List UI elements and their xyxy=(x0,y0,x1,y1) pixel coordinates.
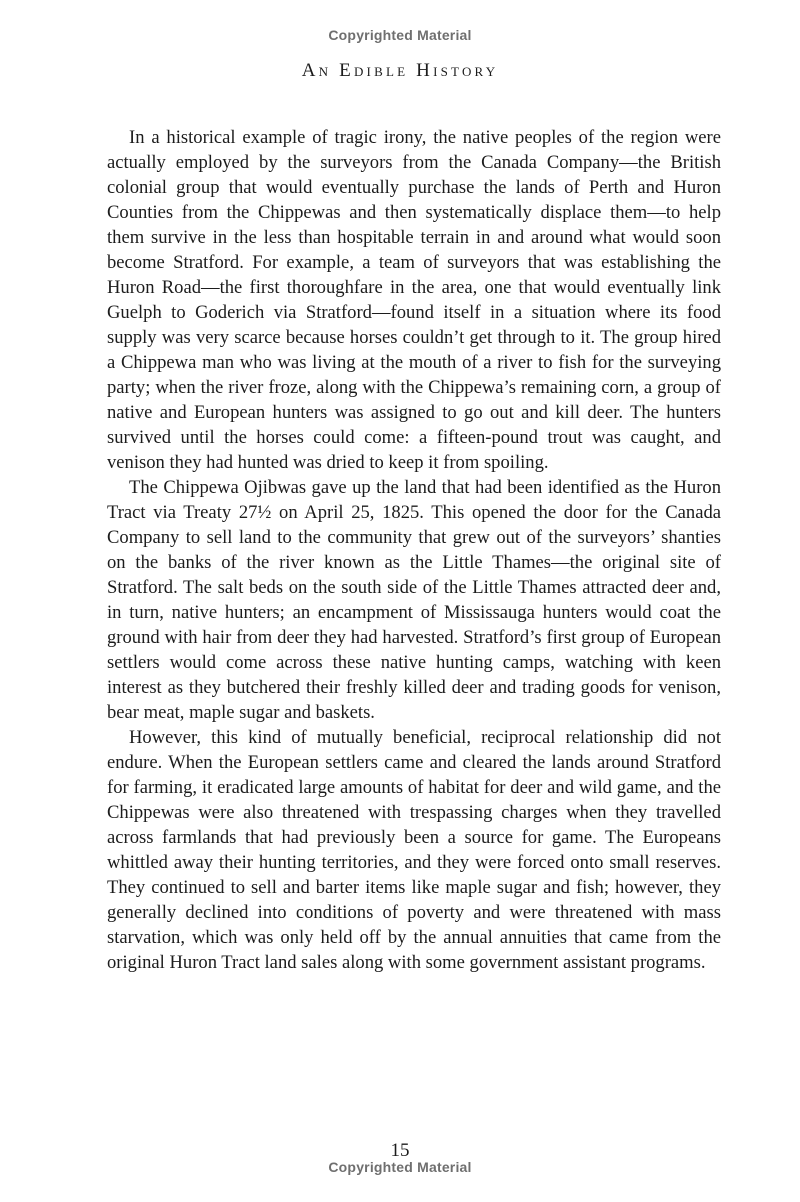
paragraph-1: In a historical example of tragic irony, the native peoples of the region were actually employed by the surveyors from the Canada Company—the British colonial group that would eventually purchase the lands of Perth and Huron Counties from the Chippewas and then systematically displace them—to help them survive in the less than hospitable terrain in and around what would soon become Stratford. For example, a team of surveyors that was establishing the Huron Road—the first thoroughfare in the area, one that would eventually link Guelph to Goderich via Stratford—found itself in a situation where its food supply was very scarce because horses couldn’t get through to it. The group hired a Chippewa man who was living at the mouth of a river to fish for the surveying party; when the river froze, along with the Chippewa’s remaining corn, a group of native and European hunters was assigned to go out and kill deer. The hunters survived until the horses could come: a fifteen-pound trout was caught, and venison they had hunted was dried to keep it from spoiling. xyxy=(107,127,721,473)
paragraph-2: The Chippewa Ojibwas gave up the land that had been identified as the Huron Tract via Treaty 27½ on April 25, 1825. This opened the door for the Canada Company to sell land to the community that grew out of the surveyors’ shanties on the banks of the river known as the Little Thames—the original site of Stratford. The salt beds on the south side of the Little Thames attracted deer and, in turn, native hunters; an encampment of Mississauga hunters would coat the ground with hair from deer they had harvested. Stratford’s first group of European settlers would come across these native hunting camps, watching with keen interest as they butchered their freshly killed deer and trading goods for venison, bear meat, maple sugar and baskets. xyxy=(107,477,721,723)
paragraph-3: However, this kind of mutually beneficial, reciprocal relationship did not endure. When the European settlers came and cleared the lands around Stratford for farming, it eradicated large amounts of habitat for deer and wild game, and the Chippewas were also threatened with trespassing charges when they travelled across farmlands that had previously been a source for game. The Europeans whittled away their hunting territories, and they were forced onto small reserves. They continued to sell and barter items like maple sugar and fish; however, they generally declined into conditions of poverty and were threatened with mass starvation, which was only held off by the annual annuities that came from the original Huron Tract land sales along with some government assistant programs. xyxy=(107,727,721,973)
page-number: 15 xyxy=(390,1140,410,1161)
copyright-watermark-top: Copyrighted Material xyxy=(328,27,472,43)
copyright-watermark-bottom: Copyrighted Material xyxy=(328,1159,472,1175)
running-head: An Edible History xyxy=(301,60,499,81)
body-text xyxy=(107,125,721,975)
